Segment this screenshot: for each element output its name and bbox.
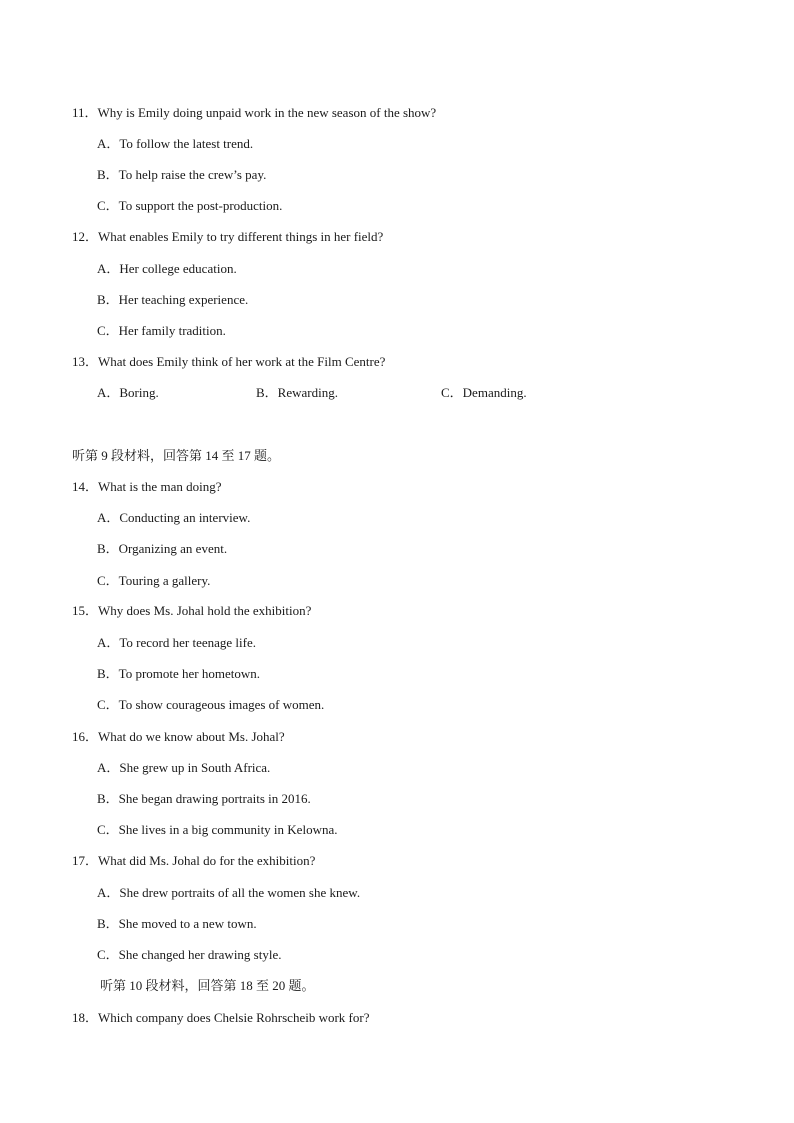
question-14-option-b: B．Organizing an event.	[97, 541, 228, 556]
question-17-option-b: B．She moved to a new town.	[97, 916, 257, 931]
question-16-option-c: C．She lives in a big community in Kelowna.	[97, 822, 338, 837]
question-16-option-a: A．She grew up in South Africa.	[97, 760, 271, 775]
question-15-option-b: B．To promote her hometown.	[97, 666, 261, 681]
question-17-stem: 17．What did Ms. Johal do for the exhibition?	[72, 853, 316, 868]
question-16-option-b: B．She began drawing portraits in 2016.	[97, 791, 311, 806]
question-14-stem: 14．What is the man doing?	[72, 479, 222, 494]
question-18-stem: 18．Which company does Chelsie Rohrscheib work for?	[72, 1010, 370, 1025]
question-16-stem: 16．What do we know about Ms. Johal?	[72, 729, 285, 744]
question-12-option-b: B．Her teaching experience.	[97, 292, 249, 307]
question-15-option-a: A．To record her teenage life.	[97, 635, 256, 650]
question-14-option-a: A．Conducting an interview.	[97, 510, 251, 525]
section-10-instruction: 听第 10 段材料，回答第 18 至 20 题。	[100, 978, 315, 993]
question-17-option-c: C．She changed her drawing style.	[97, 947, 282, 962]
question-14-option-c: C．Touring a gallery.	[97, 573, 211, 588]
question-13-stem: 13．What does Emily think of her work at the Film Centre?	[72, 354, 386, 369]
question-11-option-a: A．To follow the latest trend.	[97, 136, 254, 151]
question-15-option-c: C．To show courageous images of women.	[97, 697, 325, 712]
question-12-option-a: A．Her college education.	[97, 261, 237, 276]
question-13-option-b: B．Rewarding.	[256, 385, 338, 400]
question-11-option-b: B．To help raise the crew’s pay.	[97, 167, 267, 182]
question-13-option-a: A．Boring.	[97, 385, 159, 400]
section-9-instruction: 听第 9 段材料，回答第 14 至 17 题。	[72, 448, 281, 463]
question-17-option-a: A．She drew portraits of all the women she knew.	[97, 885, 361, 900]
question-13-option-c: C．Demanding.	[441, 385, 527, 400]
question-15-stem: 15．Why does Ms. Johal hold the exhibition?	[72, 603, 312, 618]
question-12-stem: 12．What enables Emily to try different things in her field?	[72, 229, 384, 244]
question-11-stem: 11．Why is Emily doing unpaid work in the new season of the show?	[72, 105, 437, 120]
question-12-option-c: C．Her family tradition.	[97, 323, 226, 338]
question-11-option-c: C．To support the post-production.	[97, 198, 283, 213]
